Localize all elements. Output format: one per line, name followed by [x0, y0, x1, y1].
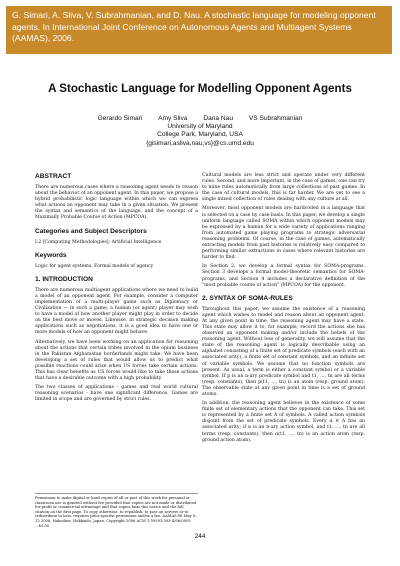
body-paragraph: In Section 2, we develop a formal syntax for SOMA-programs. Section 3 develops a formal model-theoretic semantics for SOMA-programs, and Section 4 includes a declarative definition of the "most probable course of action" (MPCOA) for the opponent.	[202, 264, 365, 288]
intro-paragraph: Alternatively, we have been working on an application for reasoning about the actions that certain tribes involved in the opium business in the Pakistan Afghanistan borderlands might take. We have been developing a set of rules that would allow us to predict what possible reactions could arise when US forces take certain actions. This has clear benefits as US forces would like to take those actions that have a desirable outcome with a high probability.	[35, 339, 198, 382]
author-email: {gisimari,asliva,nau,vs}@cs.umd.edu	[146, 139, 254, 147]
page-number: 244	[194, 533, 206, 540]
categories-text: I.2 [Computing Methodologies]: Artificial Intelligence	[35, 239, 162, 245]
paper-title: A Stochastic Language for Modelling Opponent Agents	[48, 82, 352, 95]
syntax-heading: 2. SYNTAX OF SOMA-RULES	[202, 294, 293, 302]
author-name: Amy Sliva	[158, 115, 188, 122]
author-name: VS Subrahmanian	[248, 115, 303, 122]
author-names	[0, 115, 400, 123]
author-address: College Park, Maryland, USA	[157, 131, 243, 139]
author-affiliation: University of Maryland	[167, 123, 233, 131]
keywords-heading: Keywords	[35, 251, 67, 259]
syntax-paragraph: In addition, the reasoning agent believes in the existence of some finite set of elementary actions that the opponent can take. This set is represented by a finite set A of symbols. A called action symbols disjoint from the set of predicate symbols. Every α ∈ A has an associated arity; if α is an n-ary action symbol, and t1, ..., tn are all terms (resp. constants), then α(t1, ..., tn) is an action atom (resp. ground action atom).	[202, 401, 365, 443]
abstract-text: There are numerous cases where a reasoning agent needs to reason about the behavior of an opponent agent. In this paper, we propose a hybrid probabilistic logic language within which we can express what actions an opponent may take in a given situation. We present the syntax and semantics of the language, and the concept of a Maximally Probable Course of Action (MPCOA).	[35, 185, 199, 221]
author-name: Gerardo Simari	[97, 115, 143, 122]
author-name: Dana Nau	[203, 115, 234, 122]
syntax-paragraph: Throughout this paper, we assume the existence of a reasoning agent which wishes to model and reason about an opponent agent. At any given point in time, the reasoning agent may have a state. This state may allow it to, for example, record the actions she has observed an opponent making and/or include the beliefs of the reasoning agent. Without loss of generality, we will assume that the state of the reasoning agent is logically describable using an alphabet consisting of a finite set of predicate symbols (each with an associated arity), a finite set of constant symbols, and an infinite set of variable symbols. We assume that no function symbols are present. As usual, a term is either a constant symbol or a variable symbol. If p is an n-ary predicate symbol and t1, ..., tn are all terms (resp. constants), then p(t1, ..., tn) is an atom (resp. ground atom). The observable state at any given point in time is a set of ground atoms.	[202, 306, 365, 397]
copyright-notice: Permission to make digital or hard copies of all or part of this work for personal or classroom use is granted without fee provided that copies are not made or distributed for profit or commercial advantage and that copies bear this notice and the full citation on the first page. To copy otherwise, to republish, to post on servers or to redistribute to lists, requires prior specific permission and/or a fee. AAMAS'06 May 8–12 2006, Hakodate, Hokkaido, Japan. Copyright 2006 ACM 1-59593-303-4/06/0005 ...$5.00.	[35, 493, 198, 528]
categories-heading: Categories and Subject Descriptors	[35, 227, 147, 235]
citation-banner: G. Simari, A. Sliva, V. Subrahmanian, and D. Nau. A stochastic language for modeling opponent agents. In International Joint Conference on Autonomous Agents and Multiagent Systems (AAMAS), 2006.	[6, 6, 392, 54]
left-column	[35, 173, 198, 406]
abstract-heading: ABSTRACT	[35, 173, 72, 180]
body-paragraph: Moreover, most opponent models are hardcoded in a language that is selected on a case by case basis. In this paper, we develop a single uniform language called SOMA within which opponent models may be expressed by a human for a wide variety of applications ranging from automated game playing programs to strategic adversarial reasoning problems. Of course, in the case of games, automatically extracting models from past histories is relatively easy compared to performing similar extractions in cases where relevant histories are harder to find.	[202, 206, 365, 261]
introduction-heading: 1. INTRODUCTION	[35, 275, 93, 283]
body-paragraph: Cultural models are less strict and operate under very different rules. Second, and more important, in the case of games, one can try to mine rules automatically from large collections of past games. In the case of cultural models, this is far harder. We are yet to see a single mixed collection of rules dealing with any culture at all.	[202, 173, 365, 203]
intro-paragraph: The two classes of applications - games and real world cultural reasoning scenarios - have one significant difference. Games are limited in scope and are governed by strict rules.	[35, 385, 198, 403]
author-block	[0, 115, 400, 148]
keywords-text: Logic for agent systems, Formal models of agency	[35, 263, 154, 269]
intro-paragraph: There are numerous multiagent applications where we need to build a model of an opponent agent. For example, consider a computer implementation of a multi-player game such as Diplomacy or Civilization — in such a game, a human (or agent) player may wish to have a model of how another player might play in order to decide on the best move or moves. Likewise, in strategic decision making applications such as negotiations, it is a good idea to have one or more models of how an opponent might behave.	[35, 287, 198, 336]
right-column	[202, 173, 365, 447]
